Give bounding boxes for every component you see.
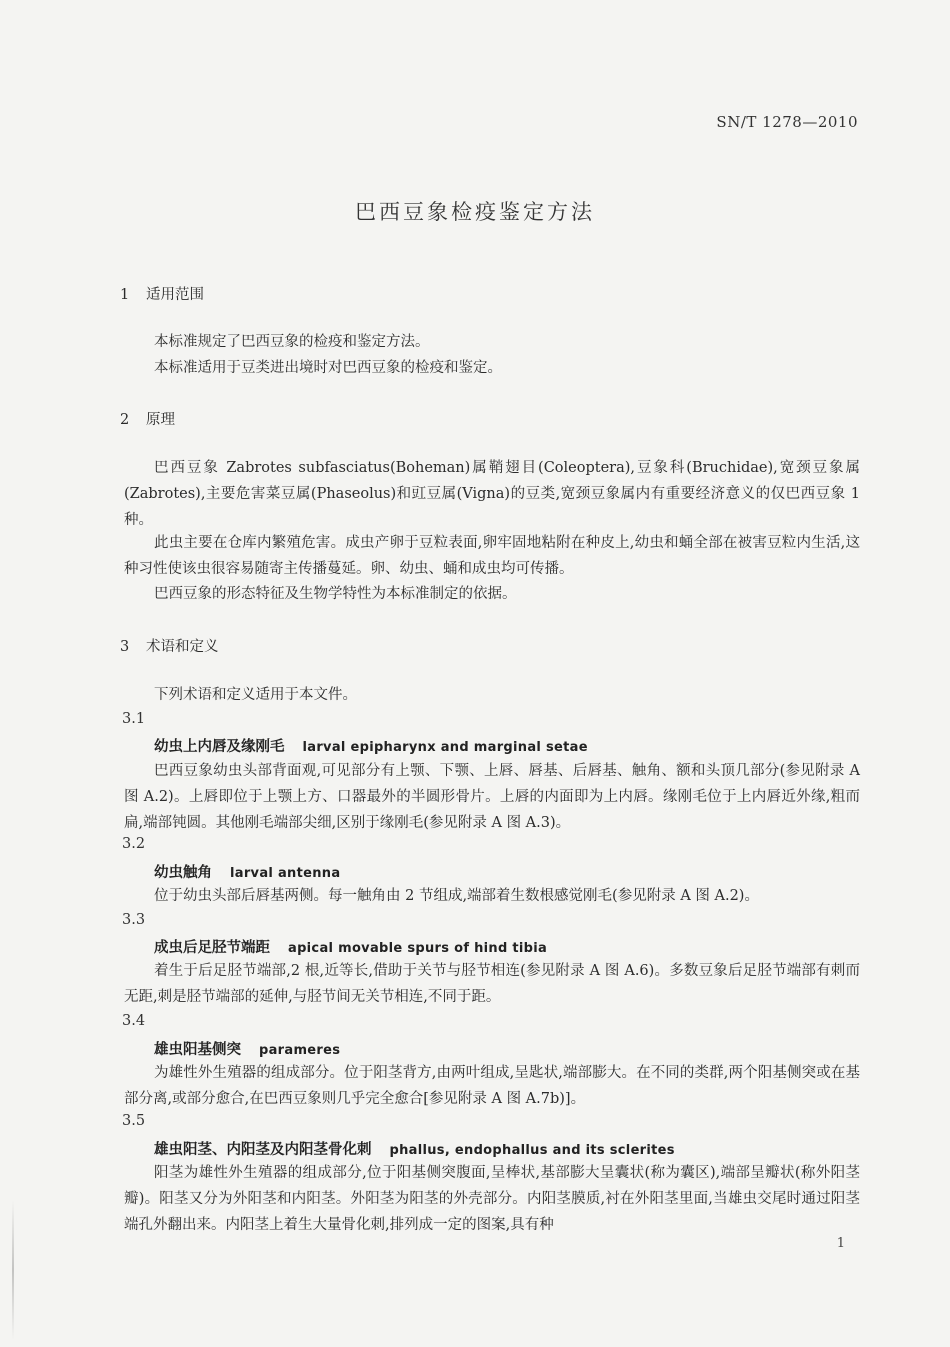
term-entry: [154, 1038, 340, 1059]
section-2-paragraph: 此虫主要在仓库内繁殖危害。成虫产卵于豆粒表面,卵牢固地粘附在种皮上,幼虫和蛹全部在被害豆粒内生活,这种习性使该虫很容易随寄主传播蔓延。卵、幼虫、蛹和成虫均可传播。: [124, 535, 860, 577]
clause-number: 3.5: [122, 1113, 146, 1129]
clause-number: 3.1: [122, 711, 146, 727]
page-number: 1: [836, 1236, 845, 1251]
term-chinese: 成虫后足胫节端距: [154, 939, 270, 956]
scan-edge-mark: [12, 1200, 14, 1340]
term-entry: [154, 1138, 675, 1159]
term-english: phallus, endophallus and its sclerites: [389, 1143, 675, 1158]
section-number: 1: [120, 287, 130, 303]
section-2-paragraph: 巴西豆象 Zabrotes subfasciatus(Boheman)属鞘翅目(Coleoptera),豆象科(Bruchidae),宽颈豆象属(Zabrotes),主要危害菜豆属(Phaseolus)和豇豆属(Vigna)的豆类,宽颈豆象属内有重要经济意义的仅巴西豆象 1 种。: [124, 460, 860, 528]
standard-code: SN/T 1278—2010: [716, 113, 858, 131]
term-entry: [154, 735, 588, 756]
section-2-paragraph: 巴西豆象的形态特征及生物学特性为本标准制定的依据。: [154, 586, 517, 602]
clause-number: 3.4: [122, 1013, 146, 1029]
section-2-heading: [120, 408, 175, 429]
term-definition: 着生于后足胫节端部,2 根,近等长,借助于关节与胫节相连(参见附录 A 图 A.6)。多数豆象后足胫节端部有刺而无距,刺是胫节端部的延伸,与胫节间无关节相连,不同于距。: [124, 963, 860, 1005]
term-english: apical movable spurs of hind tibia: [288, 941, 548, 956]
section-number: 2: [120, 412, 130, 428]
section-title: 原理: [146, 412, 175, 428]
term-definition: 为雄性外生殖器的组成部分。位于阳茎背方,由两叶组成,呈匙状,端部膨大。在不同的类群,两个阳基侧突或在基部分离,或部分愈合,在巴西豆象则几乎完全愈合[参见附录 A 图 A.7b)]。: [124, 1065, 860, 1107]
section-1-paragraph: 本标准规定了巴西豆象的检疫和鉴定方法。: [154, 334, 430, 350]
clause-number: 3.2: [122, 836, 146, 852]
term-chinese: 幼虫上内唇及缘刚毛: [154, 738, 285, 755]
term-english: larval antenna: [230, 866, 341, 881]
term-english: larval epipharynx and marginal setae: [302, 740, 588, 755]
section-number: 3: [120, 639, 130, 655]
section-3-intro: 下列术语和定义适用于本文件。: [154, 687, 357, 703]
term-entry: [154, 861, 340, 882]
term-definition: 阳茎为雄性外生殖器的组成部分,位于阳基侧突腹面,呈棒状,基部膨大呈囊状(称为囊区),端部呈瓣状(称外阳茎瓣)。阳茎又分为外阳茎和内阳茎。外阳茎为阳茎的外壳部分。内阳茎膜质,衬在外阳茎里面,当雄虫交尾时通过阳茎端孔外翻出来。内阳茎上着生大量骨化刺,排列成一定的图案,具有种: [124, 1165, 860, 1233]
section-3-heading: [120, 635, 219, 656]
document-title: 巴西豆象检疫鉴定方法: [355, 200, 595, 224]
section-1-paragraph: 本标准适用于豆类进出境时对巴西豆象的检疫和鉴定。: [154, 360, 502, 376]
term-entry: [154, 936, 547, 957]
term-chinese: 雄虫阳茎、内阳茎及内阳茎骨化刺: [154, 1141, 372, 1158]
term-definition: 位于幼虫头部后唇基两侧。每一触角由 2 节组成,端部着生数根感觉刚毛(参见附录 A 图 A.2)。: [154, 888, 759, 904]
section-1-heading: [120, 283, 204, 304]
section-title: 适用范围: [146, 287, 204, 303]
term-chinese: 雄虫阳基侧突: [154, 1041, 241, 1058]
term-english: parameres: [259, 1043, 341, 1058]
clause-number: 3.3: [122, 912, 146, 928]
term-chinese: 幼虫触角: [154, 864, 212, 881]
section-title: 术语和定义: [146, 639, 219, 655]
term-definition: 巴西豆象幼虫头部背面观,可见部分有上颚、下颚、上唇、唇基、后唇基、触角、额和头顶几部分(参见附录 A 图 A.2)。上唇即位于上颚上方、口器最外的半圆形骨片。上唇的内面即为上内唇。缘刚毛位于上内唇近外缘,粗而扁,端部钝圆。其他刚毛端部尖细,区别于缘刚毛(参见附录 A 图 A.3)。: [124, 763, 860, 831]
